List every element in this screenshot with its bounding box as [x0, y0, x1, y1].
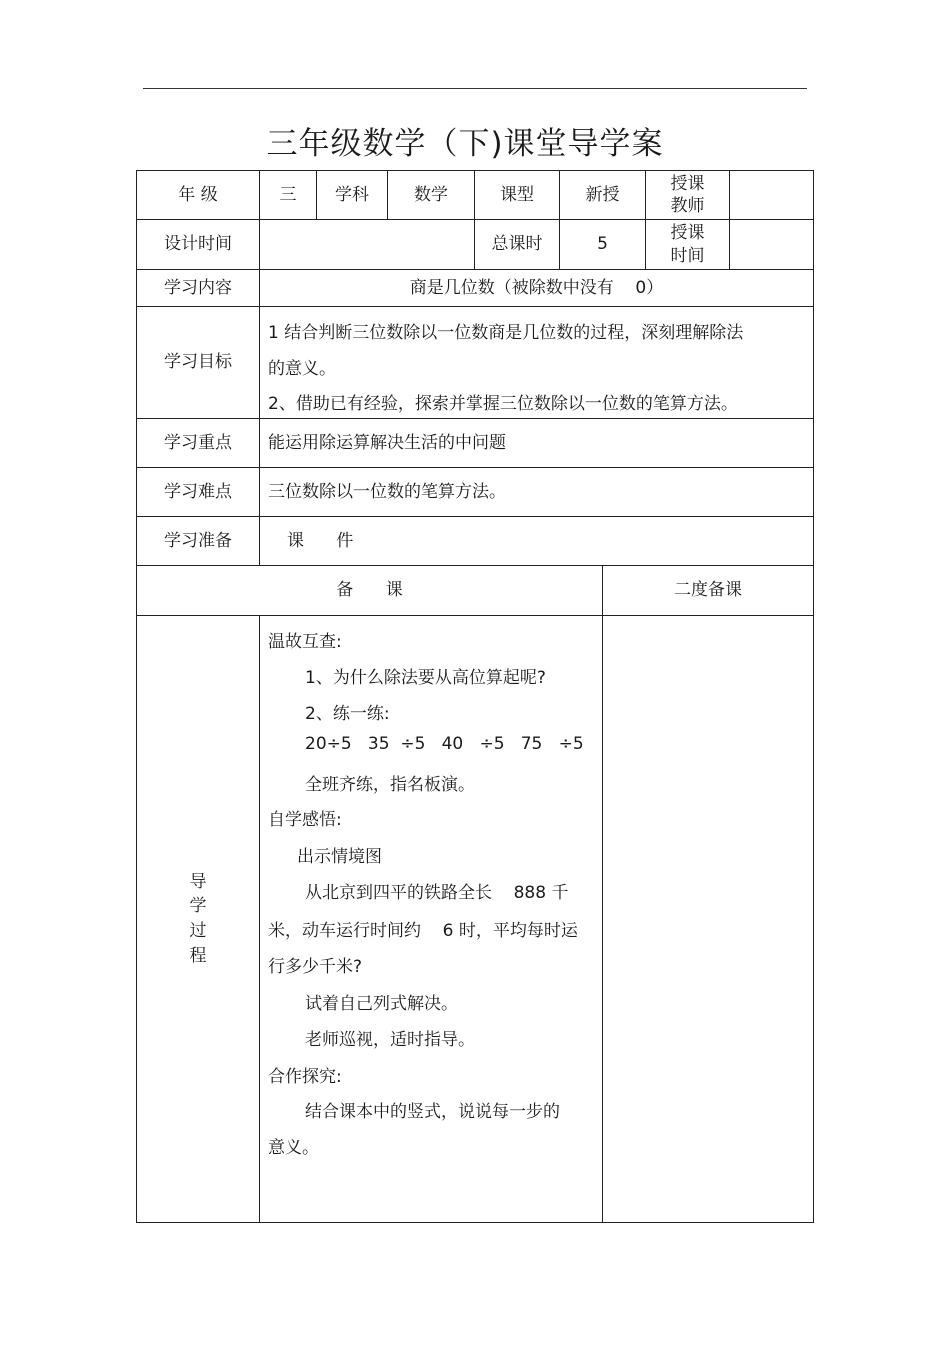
process-line: 老师巡视，适时指导。	[305, 1030, 475, 1050]
difficulty-label: 学习难点	[164, 481, 232, 502]
process-line: 米，动车运行时间约 6 时，平均每时运	[268, 921, 578, 941]
process-line: 合作探究:	[268, 1067, 342, 1087]
goals-label: 学习目标	[164, 352, 232, 373]
total-hours-value: 5	[597, 234, 608, 255]
process-line: 2、练一练:	[305, 704, 390, 724]
teacher-value	[730, 171, 813, 219]
process-label-char: 导	[189, 871, 207, 892]
process-line: 行多少千米?	[268, 957, 363, 977]
second-prep-header: 二度备课	[674, 580, 742, 601]
process-line: 从北京到四平的铁路全长 888 千	[305, 883, 569, 903]
lesson-type-label: 课型	[500, 184, 534, 205]
process-line: 出示情境图	[297, 847, 382, 867]
difficulty-value: 三位数除以一位数的笔算方法。	[268, 481, 506, 502]
focus-label: 学习重点	[164, 432, 232, 453]
process-line: 自学感悟:	[268, 810, 342, 830]
grade-value: 三	[279, 184, 297, 205]
teaching-time-label-line2: 时间	[670, 245, 705, 266]
process-line: 意义。	[268, 1138, 319, 1158]
lesson-type-value: 新授	[585, 184, 620, 205]
header-rule	[143, 88, 807, 89]
process-label-char: 过	[189, 921, 207, 941]
teacher-label	[646, 171, 729, 219]
process-label	[137, 616, 259, 1222]
process-line: 1、为什么除法要从高位算起呢?	[305, 668, 546, 688]
prep-lesson-header: 备 课	[336, 580, 403, 601]
content-label: 学习内容	[164, 277, 232, 298]
design-time-value	[260, 220, 474, 269]
process-label-char: 程	[189, 945, 207, 966]
goal-line-1: 1 结合判断三位数除以一位数商是几位数的过程，深刻理解除法	[268, 323, 744, 343]
design-time-label: 设计时间	[164, 234, 232, 255]
goal-line-3: 2、借助已有经验，探索并掌握三位数除以一位数的笔算方法。	[268, 394, 738, 414]
focus-value: 能运用除运算解决生活的中问题	[268, 432, 506, 453]
prep-label: 学习准备	[164, 530, 232, 551]
goal-line-2: 的意义。	[268, 359, 336, 379]
subject-value: 数学	[414, 184, 448, 205]
process-line: 温故互查:	[268, 632, 342, 652]
total-hours-label: 总课时	[491, 234, 543, 255]
grade-label: 年 级	[178, 184, 218, 205]
page-title: 三年级数学（下)课堂导学案	[266, 126, 664, 162]
prep-value: 课 件	[287, 530, 354, 551]
process-line: 20÷5 35 ÷5 40 ÷5 75 ÷5	[305, 734, 584, 754]
content-value: 商是几位数（被除数中没有 0）	[409, 277, 664, 298]
process-line: 全班齐练，指名板演。	[305, 775, 475, 795]
teaching-time-label-line1: 授课	[670, 223, 705, 244]
subject-label: 学科	[335, 184, 369, 205]
process-line: 试着自己列式解决。	[305, 994, 458, 1014]
teacher-label-line2: 教师	[670, 196, 705, 216]
teacher-label-line1: 授课	[670, 173, 705, 194]
teaching-time-value	[730, 220, 813, 269]
teaching-time-label	[646, 220, 729, 269]
process-line: 结合课本中的竖式，说说每一步的	[305, 1102, 560, 1122]
process-label-char: 学	[189, 896, 207, 917]
